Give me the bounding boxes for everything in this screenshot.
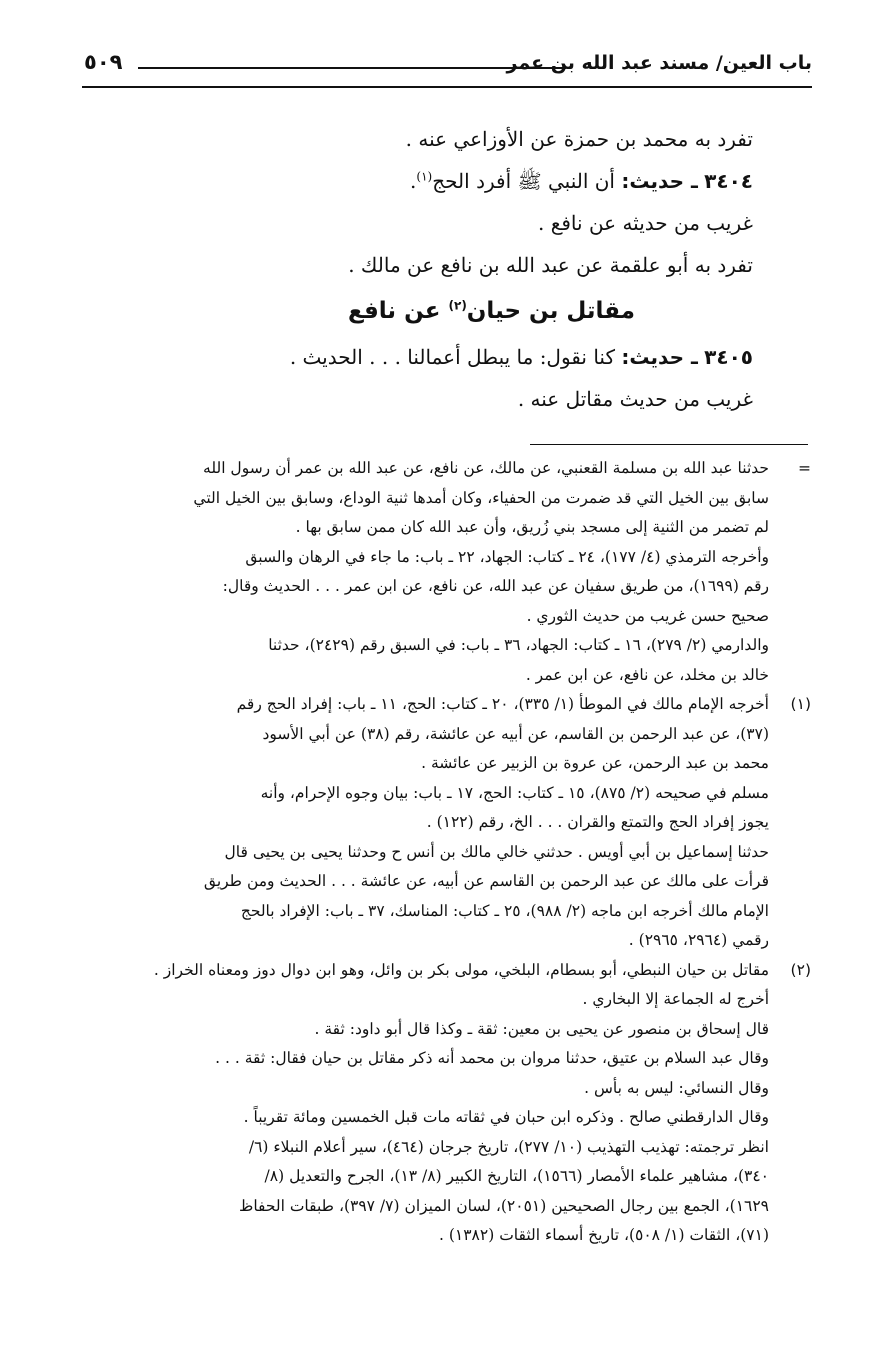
footnote-line: وقال عبد السلام بن عتيق، حدثنا مروان بن محمد أنه ذكر مقاتل بن حيان فقال: ثقة . . . xyxy=(215,1049,769,1067)
footnote-line: حدثنا عبد الله بن مسلمة القعنبي، عن مالك، عن نافع، عن عبد الله بن عمر أن رسول الله xyxy=(203,459,769,477)
footnote-ref-1[interactable]: (١) xyxy=(416,169,433,184)
footnote-continued xyxy=(70,454,811,690)
hadith-text: أن النبي ﷺ أفرد الحج xyxy=(432,169,615,193)
heading-part: مقاتل بن حيان xyxy=(466,298,635,324)
footnotes xyxy=(70,454,811,1251)
footnote-line: حدثنا إسماعيل بن أبي أويس . حدثني خالي مالك بن أنس ح وحدثنا يحيى بن يحيى قال xyxy=(224,842,769,861)
footnote-line: رقم (١٦٩٩)، من طريق سفيان عن عبد الله، عن نافع، عن ابن عمر . . . الحديث وقال: xyxy=(222,577,769,595)
hadith-keyword: ـ حديث: xyxy=(621,169,698,193)
text-line: غريب من حديثه عن نافع . xyxy=(538,211,753,235)
page-number: ٥٠٩ xyxy=(84,50,123,74)
footnote-body xyxy=(70,454,769,690)
footnote-separator xyxy=(530,444,808,445)
section-heading xyxy=(110,286,753,336)
footnote-line: مسلم في صحيحه (٢/ ٨٧٥)، ١٥ ـ كتاب: الحج، ١٧ ـ باب: بيان وجوه الإحرام، وأنه xyxy=(260,783,769,802)
footnote-line: الإمام مالك أخرجه ابن ماجه (٢/ ٩٨٨)، ٢٥ ـ كتاب: المناسك، ٣٧ ـ باب: الإفراد بالحج xyxy=(240,901,769,920)
hadith-number: ٣٤٠٥ xyxy=(704,345,753,369)
footnote-line: ١٦٢٩)، الجمع بين رجال الصحيحين (٢٠٥١)، لسان الميزان (٧/ ٣٩٧)، طبقات الحفاظ xyxy=(238,1196,769,1215)
footnote-line: وأخرجه الترمذي (٤/ ١٧٧)، ٢٤ ـ كتاب: الجهاد، ٢٢ ـ باب: ما جاء في الرهان والسبق xyxy=(245,547,769,566)
footnote-1 xyxy=(70,690,811,956)
hadith-keyword: ـ حديث: xyxy=(621,345,698,369)
hadith-end: . xyxy=(410,169,417,193)
footnote-line: مقاتل بن حيان النبطي، أبو بسطام، البلخي، مولى بكر بن وائل، وهو ابن دوال دوز ومعناه الخراز . xyxy=(153,960,769,979)
running-header xyxy=(82,46,812,86)
text-line: غريب من حديث مقاتل عنه . xyxy=(517,387,753,411)
header-dash-line xyxy=(138,67,566,69)
footnote-2 xyxy=(70,956,811,1251)
footnote-body xyxy=(70,690,769,956)
footnote-body xyxy=(70,956,769,1251)
footnote-line: أخرجه الإمام مالك في الموطأ (١/ ٣٣٥)، ٢٠ ـ كتاب: الحج، ١١ ـ باب: إفراد الحج رقم xyxy=(236,695,769,713)
footnote-line: وقال الدارقطني صالح . وذكره ابن حبان في ثقاته مات قبل الخمسين ومائة تقريباً . xyxy=(243,1108,769,1126)
footnote-line: رقمي (٢٩٦٤، ٢٩٦٥) . xyxy=(628,931,769,949)
text-line: تفرد به أبو علقمة عن عبد الله بن نافع عن مالك . xyxy=(348,253,753,277)
footnote-line: انظر ترجمته: تهذيب التهذيب (١٠/ ٢٧٧)، تاريخ جرجان (٤٦٤)، سير أعلام النبلاء (٦/ xyxy=(248,1137,769,1156)
footnote-line: صحيح حسن غريب من حديث الثوري . xyxy=(526,606,769,625)
footnote-ref-2[interactable]: (٢) xyxy=(448,298,467,313)
footnote-line: (٧١)، الثقات (١/ ٥٠٨)، تاريخ أسماء الثقات (١٣٨٢) . xyxy=(439,1226,769,1244)
header-rule xyxy=(82,86,812,88)
footnote-line: قرأت على مالك عن عبد الرحمن بن القاسم عن أبيه، عن عائشة . . . الحديث ومن طريق xyxy=(203,872,769,890)
heading-part: عن نافع xyxy=(348,298,441,324)
footnote-marker: = xyxy=(798,459,811,477)
hadith-3405 xyxy=(110,336,753,378)
footnote-line: سابق بين الخيل التي قد ضمرت من الحفياء، وكان أمدها ثنية الوداع، وسابق بين الخيل التي xyxy=(193,488,769,507)
hadith-text: كنا نقول: ما يبطل أعمالنا . . . الحديث . xyxy=(289,345,615,369)
hadith-number: ٣٤٠٤ xyxy=(704,169,753,193)
footnote-line: خالد بن مخلد، عن نافع، عن ابن عمر . xyxy=(525,665,769,684)
footnote-line: والدارمي (٢/ ٢٧٩)، ١٦ ـ كتاب: الجهاد، ٣٦ ـ باب: في السبق رقم (٢٤٢٩)، حدثنا xyxy=(268,636,769,654)
footnote-line: ٣٤٠)، مشاهير علماء الأمصار (١٥٦٦)، التاريخ الكبير (٨/ ١٣)، الجرح والتعديل (٨/ xyxy=(264,1167,769,1185)
footnote-line: أخرج له الجماعة إلا البخاري . xyxy=(582,990,769,1008)
text-line: تفرد به محمد بن حمزة عن الأوزاعي عنه . xyxy=(405,127,753,151)
footnote-line: لم تضمر من الثنية إلى مسجد بني زُريق، وأن عبد الله كان ممن سابق بها . xyxy=(295,518,769,536)
main-text xyxy=(110,118,753,420)
chapter-title: باب العين/ مسند عبد الله بن عمر xyxy=(506,52,812,74)
footnote-line: يجوز إفراد الحج والتمتع والقران . . . الخ، رقم (١٢٢) . xyxy=(426,813,769,831)
footnote-line: (٣٧)، عن عبد الرحمن بن القاسم، عن أبيه عن عائشة، رقم (٣٨) عن أبي الأسود xyxy=(262,724,769,743)
footnote-marker: (٢) xyxy=(790,960,811,979)
footnote-line: وقال النسائي: ليس به بأس . xyxy=(584,1078,769,1097)
hadith-3404 xyxy=(110,160,753,202)
footnote-line: قال إسحاق بن منصور عن يحيى بن معين: ثقة ـ وكذا قال أبو داود: ثقة . xyxy=(314,1019,769,1038)
footnote-line: محمد بن عبد الرحمن، عن عروة بن الزبير عن عائشة . xyxy=(421,754,769,772)
footnote-marker: (١) xyxy=(790,695,811,713)
